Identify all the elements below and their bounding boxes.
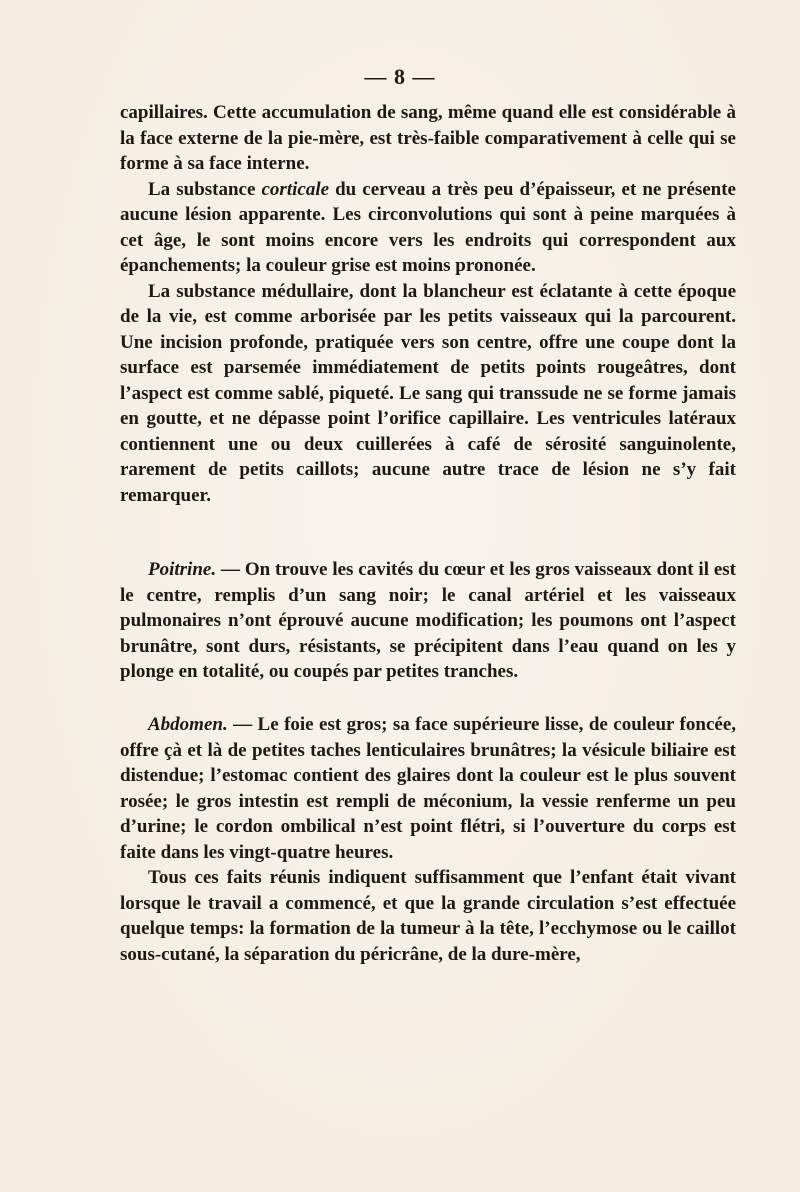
paragraph-text: — On trouve les cavités du cœur et les gros vaisseaux dont il est le centre, remplis d’un sang noir; le canal artériel et les vaisseaux pulmonaires n’ont éprouvé aucune modification; les poumons ont l’aspect brunâtre, sont durs, résistants, se précipitent dans l’eau quand on les y plonge en totalité, ou coupés par petites tranches.: [120, 559, 736, 682]
paragraph-abdomen: [120, 712, 736, 865]
page-number: — 8 —: [364, 64, 436, 89]
text-block-poitrine: [120, 557, 736, 685]
paragraph-text: — Le foie est gros; sa face supérieure lisse, de couleur foncée, offre çà et là de petites taches lenticulaires brunâtres; la vésicule biliaire est distendue; l’estomac contient des glaires dont la couleur est le plus souvent rosée; le gros intestin est rempli de méconium, la vessie renferme un peu d’urine; le cordon ombilical n’est point flétri, si l’ouverture du corps est faite dans les vingt-quatre heures.: [120, 714, 736, 863]
text-block-abdomen: [120, 712, 736, 967]
paragraph-poitrine: [120, 557, 736, 685]
paragraph-capillaires: capillaires. Cette accumulation de sang, même quand elle est considérable à la face externe de la pie-mère, est très-faible comparativement à celle qui se forme à sa face interne.: [120, 102, 736, 174]
paragraph-substance-medullaire: La substance médullaire, dont la blancheur est éclatante à cette époque de la vie, est comme arborisée par les petits vaisseaux qui la parcourent. Une incision profonde, pratiquée vers son centre, offre une coupe dont la surface est parsemée immédiatement de petits points rougeâtres, dont l’aspect est comme sablé, piqueté. Le sang qui transsude ne se forme jamais en goutte, et ne dépasse point l’orifice capillaire. Les ventricules latéraux contiennent une ou deux cuillerées à café de sérosité sanguinolente, rarement de petits caillots; aucune autre trace de lésion ne s’y fait remarquer.: [120, 280, 736, 506]
italic-term: corticale: [261, 178, 330, 200]
paragraph-conclusion: Tous ces faits réunis indiquent suffisamment que l’enfant était vivant lorsque le travail a commencé, et que la grande circulation s’est effectuée quelque temps: la formation de la tumeur à la tête, l’ecchymose ou le caillot sous-cutané, la séparation du péricrâne, de la dure-mère,: [120, 867, 736, 965]
text-block-top: [120, 100, 736, 508]
paragraph-text: La substance: [148, 178, 262, 200]
paragraph-text: du cerveau a très peu d’épaisseur, et ne présente aucune lésion apparente. Les circonvolutions qui sont à peine marquées à cet âge, le sont moins encore vers les endroits qui correspondent aux épanchements; la couleur grise est moins prononée.: [120, 178, 736, 276]
section-heading-abdomen: Abdomen.: [148, 714, 228, 735]
section-heading-poitrine: Poitrine.: [148, 559, 217, 580]
paragraph-substance-corticale: [120, 177, 736, 279]
